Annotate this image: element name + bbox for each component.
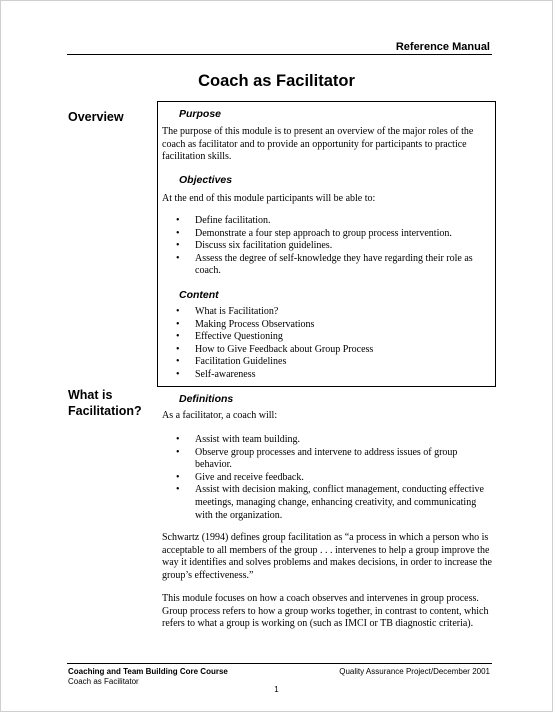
overview-heading: Overview bbox=[68, 110, 124, 124]
document-title: Coach as Facilitator bbox=[198, 72, 355, 90]
purpose-text: The purpose of this module is to present an overview of the major roles of the coach as facilitator and to provide an opportunity for participants to practice facilitation skills. bbox=[162, 126, 474, 163]
schwartz-paragraph: Schwartz (1994) defines group facilitation as “a process in which a person who is acceptable to all members of the group . . . intervenes to help a group improve the way it identifies and solves problems and makes decisions, in order to increase the group’s effectiveness.” bbox=[162, 532, 492, 581]
objectives-heading: Objectives bbox=[179, 174, 233, 186]
header-rule bbox=[67, 54, 492, 55]
focus-paragraph: This module focuses on how a coach observes and intervenes in group process. Group process refers to how a group works together, in contrast to content, which refers to what a group is working on (such as IMCI or TB diagnostic criteria). bbox=[162, 593, 489, 630]
list-item: • Demonstrate a four step approach to group process intervention. bbox=[162, 228, 492, 241]
content-list bbox=[162, 306, 492, 382]
list-item: • Assist with team building. bbox=[162, 434, 492, 447]
list-item: • Assist with decision making, conflict management, conducting effective meetings, managing change, enhancing creativity, and communicating with the organization. bbox=[162, 484, 492, 522]
objectives-list bbox=[162, 215, 492, 278]
list-item: • Assess the degree of self-knowledge they have regarding their role as coach. bbox=[162, 253, 492, 278]
list-item: • What is Facilitation? bbox=[162, 306, 492, 319]
footer-module: Coach as Facilitator bbox=[68, 677, 139, 686]
page-number: 1 bbox=[274, 685, 279, 694]
facilitation-heading-line1: What is bbox=[68, 388, 113, 402]
list-item: • Facilitation Guidelines bbox=[162, 356, 492, 369]
facilitation-heading bbox=[68, 387, 142, 419]
list-item: • Self-awareness bbox=[162, 369, 492, 382]
facilitation-heading-line2: Facilitation? bbox=[68, 404, 142, 418]
list-item: • Define facilitation. bbox=[162, 215, 492, 228]
footer-project: Quality Assurance Project/December 2001 bbox=[339, 667, 490, 676]
definitions-list bbox=[162, 434, 492, 522]
content-heading: Content bbox=[179, 289, 219, 301]
list-item: • Effective Questioning bbox=[162, 331, 492, 344]
list-item: • Discuss six facilitation guidelines. bbox=[162, 240, 492, 253]
list-item: • Observe group processes and intervene to address issues of group behavior. bbox=[162, 447, 492, 472]
footer-course: Coaching and Team Building Core Course bbox=[68, 667, 228, 676]
manual-title: Reference Manual bbox=[395, 41, 490, 53]
list-item: • Making Process Observations bbox=[162, 319, 492, 332]
purpose-heading: Purpose bbox=[179, 108, 222, 120]
list-item: • How to Give Feedback about Group Process bbox=[162, 344, 492, 357]
definitions-intro: As a facilitator, a coach will: bbox=[162, 410, 278, 421]
definitions-heading: Definitions bbox=[179, 393, 234, 405]
footer-rule bbox=[67, 663, 492, 664]
objectives-intro: At the end of this module participants will be able to: bbox=[162, 193, 376, 204]
list-item: • Give and receive feedback. bbox=[162, 472, 492, 485]
